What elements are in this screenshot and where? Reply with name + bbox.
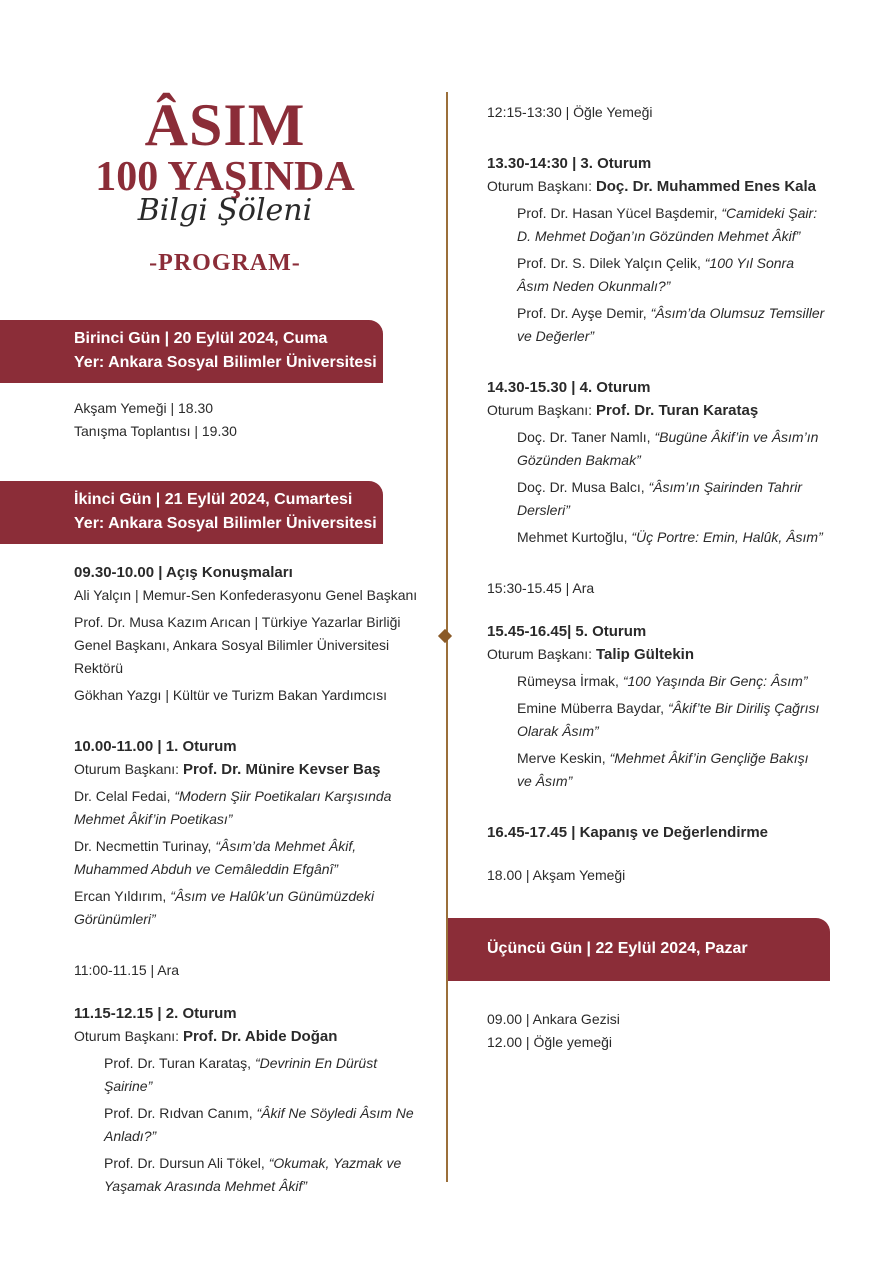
session3-chair	[487, 175, 827, 198]
session3-head: 13.30-14:30 | 3. Oturum	[487, 155, 652, 172]
day1-schedule	[74, 397, 424, 443]
break1: 11:00-11.15 | Ara	[74, 962, 180, 978]
opening-speaker: Prof. Dr. Musa Kazım Arıcan | Türkiye Yazarlar Birliği Genel Başkanı, Ankara Sosyal Bilimler Üniversitesi Rektörü	[74, 614, 401, 676]
opening-speaker: Gökhan Yazgı | Kültür ve Turizm Bakan Yardımcısı	[74, 687, 388, 703]
talk-title: “Âsım ve Halûk’un Günümüzdeki Görünümleri”	[74, 888, 375, 927]
lunch: 12:15-13:30 | Öğle Yemeği	[487, 104, 653, 120]
talk-title: “Camideki Şair: D. Mehmet Doğan’ın Gözünden Mehmet Âkif”	[517, 205, 818, 244]
title-100-yasinda: 100 YAŞINDA	[95, 154, 355, 200]
talk-title: “100 Yaşında Bir Genç: Âsım”	[622, 673, 808, 689]
opening-head: 09.30-10.00 | Açış Konuşmaları	[74, 564, 293, 581]
talk-speaker: Emine Müberra Baydar,	[517, 700, 665, 716]
session4-chair	[487, 399, 827, 422]
talk	[74, 885, 424, 931]
day3-schedule	[487, 1008, 827, 1054]
talk-speaker: Prof. Dr. S. Dilek Yalçın Çelik,	[517, 255, 701, 271]
chair-label: Oturum Başkanı:	[487, 646, 593, 662]
talk-title: “Okumak, Yazmak ve Yaşamak Arasında Mehmet Âkif”	[104, 1155, 402, 1194]
talk-speaker: Mehmet Kurtoğlu,	[517, 529, 628, 545]
day2-venue: Yer: Ankara Sosyal Bilimler Üniversitesi	[74, 515, 377, 532]
talk	[517, 426, 827, 472]
talk	[517, 202, 827, 248]
day3-date: Üçüncü Gün | 22 Eylül 2024, Pazar	[487, 940, 748, 957]
day1-venue: Yer: Ankara Sosyal Bilimler Üniversitesi	[74, 354, 377, 371]
chair-name: Doç. Dr. Muhammed Enes Kala	[595, 178, 817, 195]
talk-speaker: Prof. Dr. Hasan Yücel Başdemir,	[517, 205, 718, 221]
day1-item: Tanışma Toplantısı | 19.30	[74, 423, 237, 439]
talk-title: “Âkif’te Bir Diriliş Çağrısı Olarak Âsım”	[517, 700, 820, 739]
talk-speaker: Prof. Dr. Rıdvan Canım,	[104, 1105, 253, 1121]
chair-label: Oturum Başkanı:	[487, 178, 593, 194]
chair-label: Oturum Başkanı:	[74, 1028, 180, 1044]
talk-speaker: Dr. Celal Fedai,	[74, 788, 171, 804]
talk-title: “Modern Şiir Poetikaları Karşısında Mehmet Âkif’in Poetikası”	[74, 788, 392, 827]
talk-title: “Devrinin En Dürüst Şairine”	[104, 1055, 378, 1094]
talk-speaker: Ercan Yıldırım,	[74, 888, 167, 904]
talk	[517, 526, 827, 549]
talk	[517, 697, 827, 743]
talk	[517, 670, 827, 693]
talk-speaker: Prof. Dr. Turan Karataş,	[104, 1055, 252, 1071]
day1-date: Birinci Gün | 20 Eylül 2024, Cuma	[74, 330, 328, 347]
session4-head: 14.30-15.30 | 4. Oturum	[487, 379, 651, 396]
program-label: -PROGRAM-	[149, 250, 301, 276]
talk-title: “Âkif Ne Söyledi Âsım Ne Anladı?”	[104, 1105, 414, 1144]
day2-left-schedule	[74, 561, 424, 1198]
break2: 15:30-15.45 | Ara	[487, 580, 595, 596]
talk	[517, 302, 827, 348]
session5-chair	[487, 643, 827, 666]
talk-speaker: Prof. Dr. Ayşe Demir,	[517, 305, 647, 321]
talk-title: “Âsım’ın Şairinden Tahrir Dersleri”	[517, 479, 803, 518]
chair-name: Prof. Dr. Abide Doğan	[182, 1028, 338, 1045]
day2-banner	[0, 481, 383, 544]
chair-label: Oturum Başkanı:	[74, 761, 180, 777]
chair-name: Prof. Dr. Münire Kevser Baş	[182, 761, 381, 778]
talk-speaker: Dr. Necmettin Turinay,	[74, 838, 212, 854]
opening-speaker: Ali Yalçın | Memur-Sen Konfederasyonu Genel Başkanı	[74, 587, 418, 603]
day3-item: 09.00 | Ankara Gezisi	[487, 1011, 620, 1027]
dinner: 18.00 | Akşam Yemeği	[487, 867, 626, 883]
session1-head: 10.00-11.00 | 1. Oturum	[74, 738, 237, 755]
talk-speaker: Rümeysa İrmak,	[517, 673, 619, 689]
talk-title: “Mehmet Âkif’in Gençliğe Bakışı ve Âsım”	[517, 750, 809, 789]
talk-speaker: Doç. Dr. Taner Namlı,	[517, 429, 651, 445]
talk-title: “100 Yıl Sonra Âsım Neden Okunmalı?”	[517, 255, 795, 294]
talk	[74, 835, 424, 881]
session2-head: 11.15-12.15 | 2. Oturum	[74, 1005, 237, 1022]
chair-label: Oturum Başkanı:	[487, 402, 593, 418]
day3-banner	[448, 918, 830, 981]
subtitle-bilgi-soleni: Bilgi Şöleni	[137, 193, 313, 228]
diamond-ornament	[438, 629, 452, 643]
talk-speaker: Prof. Dr. Dursun Ali Tökel,	[104, 1155, 265, 1171]
day2-right-schedule	[487, 101, 827, 887]
day1-item: Akşam Yemeği | 18.30	[74, 400, 214, 416]
session2-chair	[74, 1025, 424, 1048]
talk	[517, 747, 827, 793]
talk	[517, 476, 827, 522]
talk-title: “Bugüne Âkif’in ve Âsım’ın Gözünden Bakmak”	[517, 429, 819, 468]
talk	[104, 1052, 424, 1098]
day3-item: 12.00 | Öğle yemeği	[487, 1034, 613, 1050]
session1-chair	[74, 758, 424, 781]
talk	[104, 1102, 424, 1148]
talk-speaker: Doç. Dr. Musa Balcı,	[517, 479, 645, 495]
session5-head: 15.45-16.45| 5. Oturum	[487, 623, 647, 640]
talk	[104, 1152, 424, 1198]
talk	[74, 785, 424, 831]
talk-title: “Üç Portre: Emin, Halûk, Âsım”	[631, 529, 823, 545]
day1-banner	[0, 320, 383, 383]
chair-name: Talip Gültekin	[595, 646, 695, 663]
chair-name: Prof. Dr. Turan Karataş	[595, 402, 759, 419]
talk-speaker: Merve Keskin,	[517, 750, 606, 766]
talk-title: “Âsım’da Mehmet Âkif, Muhammed Abduh ve Cemâleddin Efgânî”	[74, 838, 357, 877]
talk-title: “Âsım’da Olumsuz Temsiller ve Değerler”	[517, 305, 825, 344]
talk	[517, 252, 827, 298]
closing-head: 16.45-17.45 | Kapanış ve Değerlendirme	[487, 824, 769, 841]
day2-date: İkinci Gün | 21 Eylül 2024, Cumartesi	[74, 491, 353, 508]
title-asim: ÂSIM	[144, 92, 306, 158]
